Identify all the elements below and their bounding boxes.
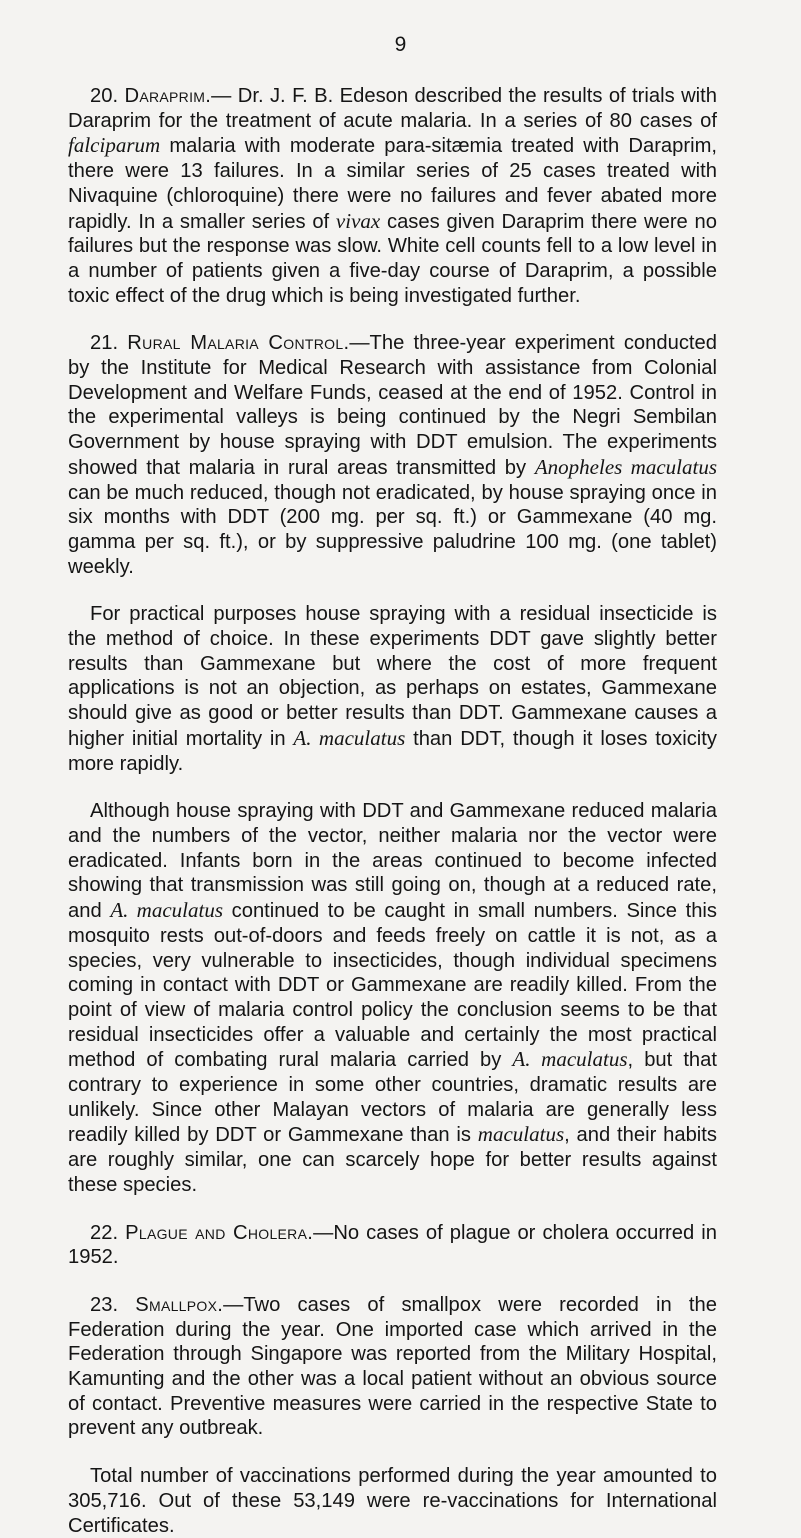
text-run: malaria with moderate para-sitæmia treated with Daraprim, there were 13 failures. In a similar series of 25 cases treated with Nivaquine (chloroquine) there were no failures and fever abated more rapidly. In a smaller series of — [68, 135, 717, 233]
paragraph-gap — [68, 579, 717, 602]
text-run: —Two cases of smallpox were recorded in the Federation during the year. One imported case which arrived in the Federation through Singapore was reported from the Military Hospital, Kamunting and the other was a local patient without an obvious source of contact. Preventive measures were carried in the respective State to prevent any outbreak. — [68, 1293, 717, 1440]
italic-term: Anopheles maculatus — [534, 454, 717, 479]
section-heading: Smallpox. — [135, 1293, 224, 1316]
section-3-paragraph-1 — [68, 1464, 717, 1538]
text-run: cases given Daraprim there were no failures but the response was slow. White cell counts fell to a low level in a number of patients given a five-day course of Daraprim, a possible toxic effect of the drug which is being investigated further. — [68, 210, 717, 307]
section-heading: Daraprim. — [124, 85, 212, 107]
italic-term: A. maculatus — [110, 898, 223, 923]
text-run: —No cases of plague or cholera occurred in 1952. — [68, 1221, 717, 1269]
text-run: continued to be caught in small numbers. Since this mosquito rests out-of-doors and feeds freely on cattle it is not, as a species, very vulnerable to insecticides, though individual specimens coming in contact with DDT or Gammexane are readily killed. From the point of view of malaria control policy the conclusion seems to be that residual insecticides offer a valuable and certainly the most practical method of combating rural malaria carried by — [68, 900, 717, 1072]
italic-term: A. maculatus — [512, 1047, 628, 1072]
text-run: Dr. J. F. B. Edeson described the results of trials with Daraprim for the treatment of acute malaria. In a series of 80 cases of — [68, 85, 717, 132]
section-2-paragraph-0 — [68, 1221, 717, 1270]
section-0-paragraph-0 — [68, 84, 717, 308]
section-1-paragraph-2 — [68, 799, 717, 1197]
text-run: Total number of vaccinations performed during the year amounted to 305,716. Out of these 53,149 were re-vaccinations for International Certificates. — [68, 1465, 717, 1537]
italic-term: maculatus — [477, 1122, 565, 1147]
section-heading: Plague and Cholera. — [125, 1221, 314, 1244]
text-run: — — [211, 85, 232, 107]
section-number: 20. — [90, 85, 125, 107]
paragraph-gap — [68, 1270, 717, 1293]
text-run: Although house spraying with DDT and Gammexane reduced malaria and the numbers of the vector, neither malaria nor the vector were eradicated. Infants born in the areas continued to become infected showing that transmission was still going on, though at a reduced rate, and — [68, 800, 717, 923]
section-1-paragraph-0 — [68, 331, 717, 579]
paragraph-gap — [68, 1441, 717, 1464]
section-1-paragraph-1 — [68, 602, 717, 776]
section-3-paragraph-0 — [68, 1293, 717, 1441]
section-number: 22. — [90, 1221, 126, 1244]
text-run: For practical purposes house spraying with a residual insecticide is the method of choice. In these experiments DDT gave slightly better results than Gammexane but where the cost of more frequent applications is not an objection, as perhaps on estates, Gammexane should give as good or better results than DDT. Gammexane causes a higher initial mortality in — [68, 603, 717, 750]
italic-term: A. maculatus — [293, 725, 406, 750]
paragraph-gap — [68, 1198, 717, 1221]
text-run: —The three-year experiment conducted by the Institute for Medical Research with assistance from Colonial Development and Welfare Funds, ceased at the end of 1952. Control in the experimental valleys is being continued by the Negri Sembilan Government by house spraying with DDT emulsion. The experiments showed that malaria in rural areas transmitted by — [68, 332, 717, 479]
paragraph-gap — [68, 308, 717, 331]
section-heading: Rural Malaria Control. — [127, 332, 350, 355]
text-run: , and their habits are roughly similar, one can scarcely hope for better results against these species. — [68, 1124, 717, 1196]
paragraph-gap — [68, 776, 717, 799]
italic-term: vivax — [335, 208, 381, 233]
text-run: than DDT, though it loses toxicity more rapidly. — [68, 727, 717, 775]
text-run: , but that contrary to experience in some other countries, dramatic results are unlikely. Since other Malayan vectors of malaria are generally less readily killed by DDT or Gammexane than is — [68, 1049, 717, 1147]
page-number: 9 — [394, 33, 407, 56]
document-body — [68, 84, 717, 1538]
section-number: 23. — [90, 1293, 136, 1316]
italic-term: falciparum — [68, 133, 161, 158]
text-run: can be much reduced, though not eradicated, by house spraying once in six months with DDT (200 mg. per sq. ft.) or Gammexane (40 mg. gamma per sq. ft.), or by suppressive paludrine 100 mg. (one tablet) weekly. — [68, 481, 717, 578]
section-number: 21. — [90, 332, 128, 355]
